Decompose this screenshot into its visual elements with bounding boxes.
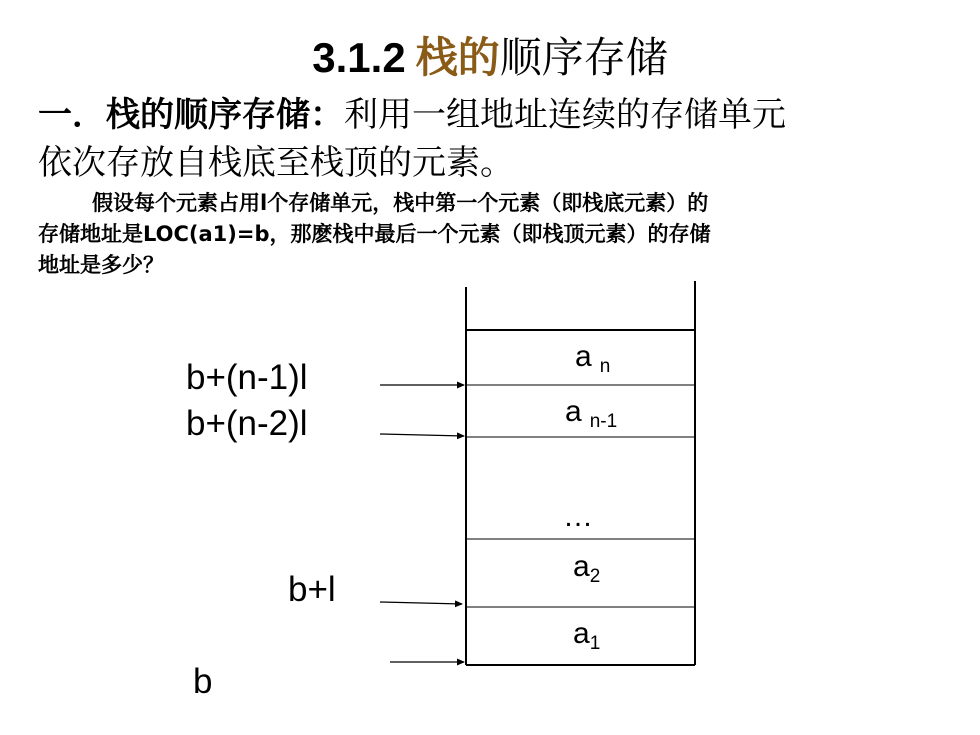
stack-cell-an-1: a $_{n-1}$ [565, 395, 618, 432]
address-top: b+(n-1)l [186, 358, 308, 397]
address-arrow [380, 434, 464, 436]
title-rest: 顺序存储 [499, 33, 668, 82]
address-b: b [193, 662, 213, 701]
section-number: 3.1.2 [312, 34, 406, 81]
title-highlight: 栈的 [415, 33, 500, 82]
address-b-plus-l: b+l [288, 570, 336, 609]
stack-cell-a2: $a_2$ [573, 550, 601, 587]
address-arrow [380, 602, 462, 604]
definition-label: 一．栈的顺序存储： [38, 95, 344, 135]
stack-cell-a1: $a_1$ [573, 617, 601, 654]
address-second: b+(n-2)l [186, 404, 308, 443]
definition-text-1: 利用一组地址连续的存储单元 [344, 95, 786, 135]
stack-cell-ellipsis: … [563, 500, 593, 533]
stack-cell-an: a $_n$ [575, 340, 611, 377]
question-line-2: 存储地址是LOC(a1)=b，那麽栈中最后一个元素（即栈顶元素）的存储 [38, 222, 711, 246]
definition-line-2: 依次存放自栈底至栈顶的元素。 [38, 143, 514, 183]
question-line-1: 假设每个元素占用l个存储单元，栈中第一个元素（即栈底元素）的 [92, 191, 709, 215]
question-line-3: 地址是多少？ [38, 253, 164, 277]
